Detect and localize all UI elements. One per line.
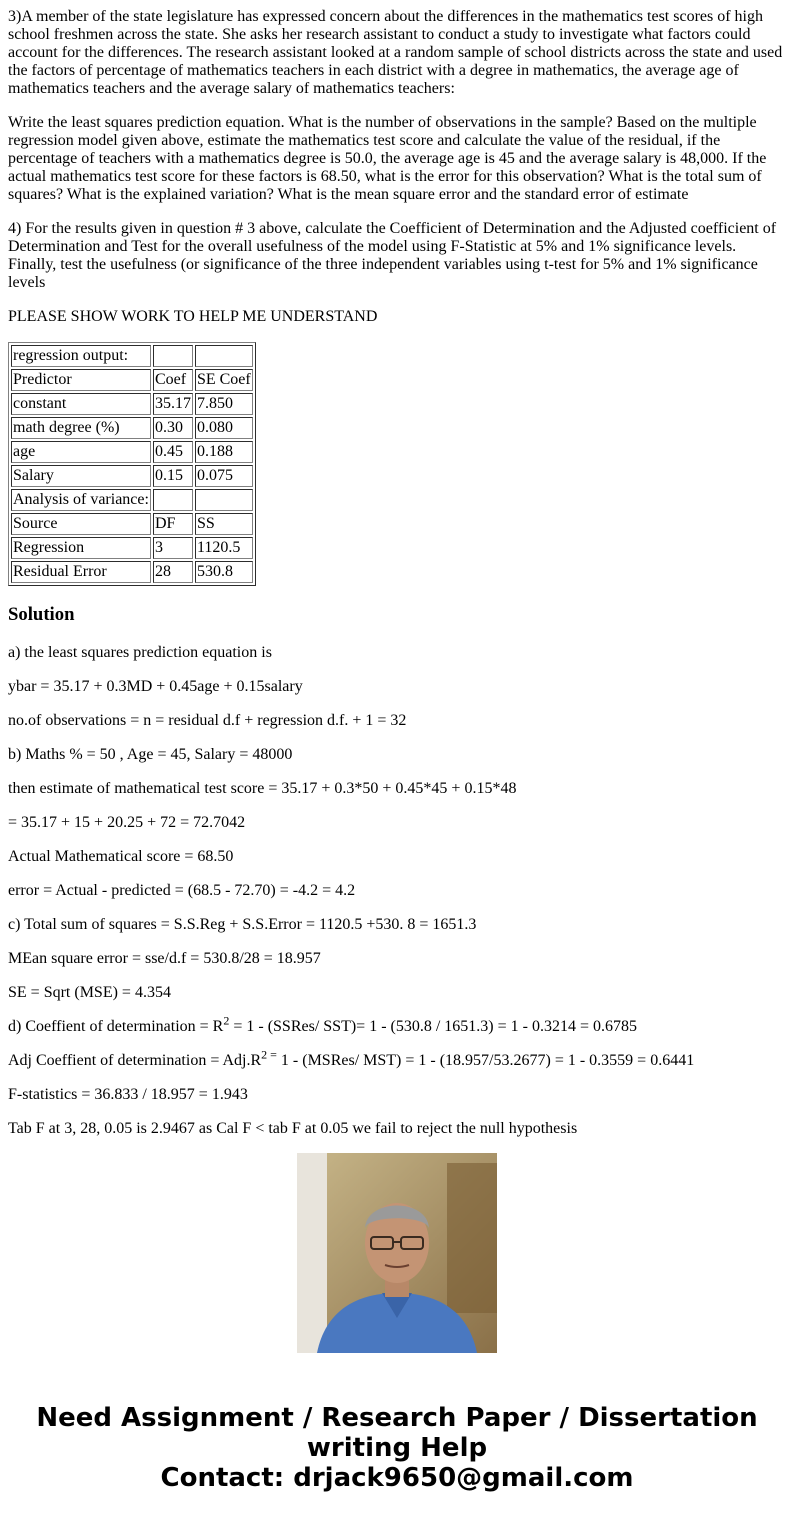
solution-line: then estimate of mathematical test score = 35.17 + 0.3*50 + 0.45*45 + 0.15*48 [8, 780, 517, 797]
coef-det-sup: 2 [223, 1013, 230, 1028]
adj-det-prefix: Adj Coeffient of determination = Adj.R [8, 1052, 262, 1069]
table-cell: Source [11, 513, 151, 535]
table-cell: Residual Error [11, 561, 151, 583]
solution-line: a) the least squares prediction equation is [8, 644, 272, 661]
table-cell: age [11, 441, 151, 463]
table-row [11, 537, 253, 559]
table-row [11, 345, 253, 367]
adj-det-suffix: 1 - (MSRes/ MST) = 1 - (18.957/53.2677) = 1 - 0.3559 = 0.6441 [276, 1052, 695, 1069]
solution-line: c) Total sum of squares = S.S.Reg + S.S.Error = 1120.5 +530. 8 = 1651.3 [8, 916, 477, 933]
solution-line: ybar = 35.17 + 0.3MD + 0.45age + 0.15salary [8, 678, 303, 695]
table-row [11, 393, 253, 415]
table-cell [153, 489, 193, 511]
table-cell: SS [195, 513, 253, 535]
table-cell: 0.45 [153, 441, 193, 463]
solution-line: b) Maths % = 50 , Age = 45, Salary = 48000 [8, 746, 293, 763]
question-part-4: 4) For the results given in question # 3 above, calculate the Coefficient of Determination and the Adjusted coefficient of Determination and Test for the overall usefulness of the model using F-Statistic at 5% and 1% significance levels. Finally, test the usefulness (or significance of the three independent variables using t-test for 5% and 1% significance levels [8, 220, 777, 291]
table-cell [195, 489, 253, 511]
solution-line: SE = Sqrt (MSE) = 4.354 [8, 984, 171, 1001]
tab-f-line: Tab F at 3, 28, 0.05 is 2.9467 as Cal F < tab F at 0.05 we fail to reject the null hypothesis [8, 1120, 578, 1137]
table-cell [153, 345, 193, 367]
table-cell: 530.8 [195, 561, 253, 583]
table-row [11, 513, 253, 535]
contact-footer [0, 1403, 794, 1493]
table-cell: 1120.5 [195, 537, 253, 559]
table-cell: constant [11, 393, 151, 415]
footer-line-1: Need Assignment / Research Paper / Dissertation [36, 1403, 758, 1433]
adj-det-sup: 2 = [261, 1047, 277, 1062]
coef-det-suffix: = 1 - (SSRes/ SST)= 1 - (530.8 / 1651.3) = 1 - 0.3214 = 0.6785 [229, 1018, 637, 1035]
table-cell: 0.080 [195, 417, 253, 439]
solution-line: = 35.17 + 15 + 20.25 + 72 = 72.7042 [8, 814, 246, 831]
table-row [11, 561, 253, 583]
footer-contact: Contact: drjack9650@gmail.com [160, 1463, 634, 1493]
question-plea: PLEASE SHOW WORK TO HELP ME UNDERSTAND [8, 308, 378, 325]
table-row [11, 417, 253, 439]
table-cell: Analysis of variance: [11, 489, 151, 511]
table-cell: Regression [11, 537, 151, 559]
table-row [11, 441, 253, 463]
solution-line: no.of observations = n = residual d.f + regression d.f. + 1 = 32 [8, 712, 407, 729]
table-row [11, 369, 253, 391]
table-cell: regression output: [11, 345, 151, 367]
tutor-portrait-image [297, 1153, 497, 1353]
table-cell: DF [153, 513, 193, 535]
table-cell: Salary [11, 465, 151, 487]
coef-determination-line [8, 1013, 786, 1036]
table-cell [195, 345, 253, 367]
table-cell: Coef [153, 369, 193, 391]
solution-line: Actual Mathematical score = 68.50 [8, 848, 234, 865]
table-cell: 0.188 [195, 441, 253, 463]
table-cell: 0.075 [195, 465, 253, 487]
table-cell: SE Coef [195, 369, 253, 391]
table-row [11, 465, 253, 487]
solution-line: MEan square error = sse/d.f = 530.8/28 = 18.957 [8, 950, 321, 967]
adj-determination-line [8, 1047, 786, 1070]
coef-det-prefix: d) Coeffient of determination = R [8, 1018, 224, 1035]
question-part-write: Write the least squares prediction equation. What is the number of observations in the sample? Based on the multiple regression model given above, estimate the mathematics test score and calculate the value of the residual, if the percentage of teachers with a mathematics degree is 50.0, the average age is 45 and the average salary is 48,000. If the actual mathematics test score for these factors is 68.50, what is the error for this observation? What is the total sum of squares? What is the explained variation? What is the mean square error and the standard error of estimate [8, 114, 767, 203]
table-cell: 28 [153, 561, 193, 583]
regression-table [8, 342, 256, 586]
table-cell: 0.30 [153, 417, 193, 439]
table-row [11, 489, 253, 511]
solution-heading: Solution [8, 604, 75, 625]
table-cell: 35.17 [153, 393, 193, 415]
question-intro: 3)A member of the state legislature has expressed concern about the differences in the mathematics test scores of high school freshmen across the state. She asks her research assistant to conduct a study to investigate what factors could account for the differences. The research assistant looked at a random sample of school districts across the state and used the factors of percentage of mathematics teachers in each district with a degree in mathematics, the average age of mathematics teachers and the average salary of mathematics teachers: [8, 8, 783, 97]
footer-line-2: writing Help [306, 1433, 488, 1463]
document-content [8, 8, 786, 1137]
table-cell: Predictor [11, 369, 151, 391]
table-cell: 3 [153, 537, 193, 559]
table-cell: 0.15 [153, 465, 193, 487]
tutor-avatar [297, 1153, 497, 1353]
table-cell: math degree (%) [11, 417, 151, 439]
solution-line: error = Actual - predicted = (68.5 - 72.70) = -4.2 = 4.2 [8, 882, 356, 899]
table-cell: 7.850 [195, 393, 253, 415]
f-statistic-line: F-statistics = 36.833 / 18.957 = 1.943 [8, 1086, 248, 1103]
